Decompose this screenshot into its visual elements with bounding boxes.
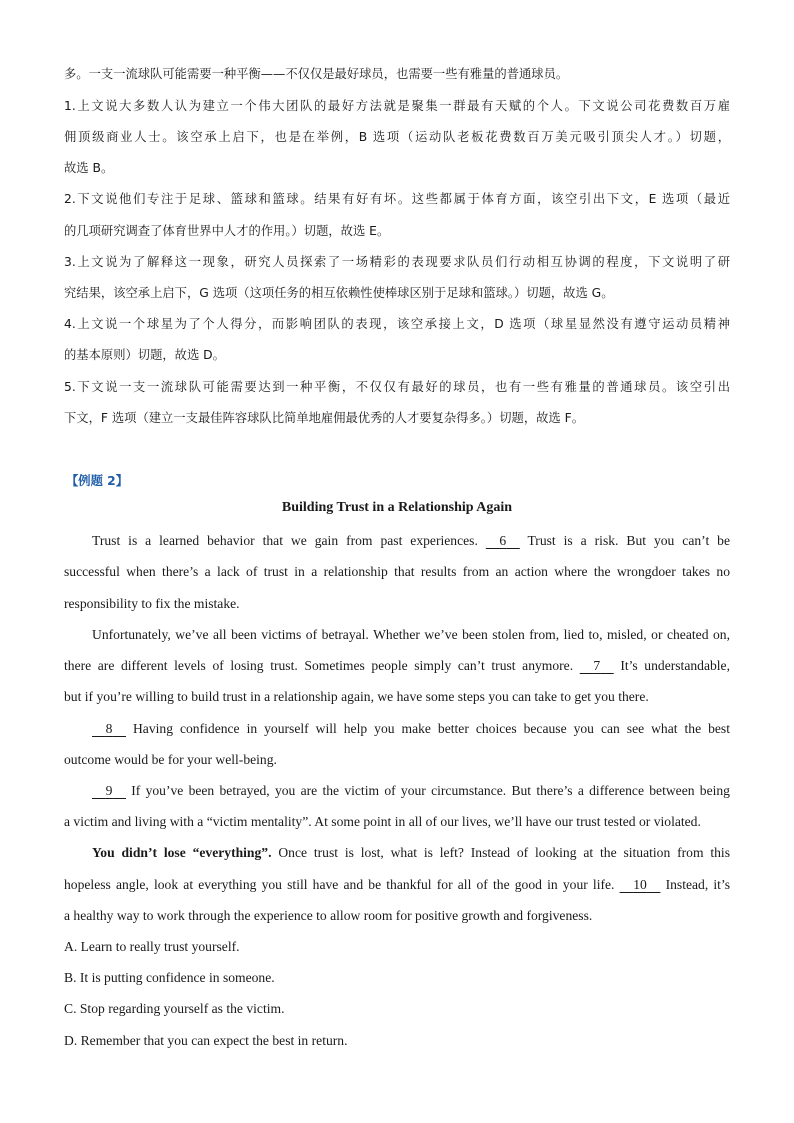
- passage-p1-line-3: responsibility to fix the mistake.: [64, 596, 240, 611]
- passage-p5-line-2: [64, 875, 730, 895]
- p1-text-b: Trust is a risk. But you can’t be: [527, 533, 730, 548]
- passage-p2-line-3: but if you’re willing to build trust in a relationship again, we have some steps you can take to get you there.: [64, 689, 649, 704]
- explanation-item-2-line-1: 2.下文说他们专注于足球、篮球和篮球。结果有好有坏。这些都属于体育方面，该空引出下文，E 选项（最近: [64, 192, 730, 206]
- explanation-item-2-line-2: 的几项研究调查了体育世界中人才的作用。）切题，故选 E。: [64, 224, 390, 238]
- explanation-item-3-line-1: 3.上文说为了解释这一现象，研究人员探索了一场精彩的表现要求队员们行动相互协调的程度，下文说明了研: [64, 255, 730, 269]
- explanation-item-3-line-2: 究结果，该空承上启下，G 选项（这项任务的相互依赖性使棒球区别于足球和篮球。）切题，故选 G。: [64, 286, 614, 300]
- passage-p4-line-1: [92, 781, 730, 801]
- passage-p5-line-1: [92, 843, 730, 863]
- explanation-intro: 多。一支一流球队可能需要一种平衡——不仅仅是最好球员，也需要一些有雅量的普通球员。: [64, 67, 569, 81]
- p2-text-b: It’s understandable,: [620, 658, 730, 673]
- explanation-item-4-line-2: 的基本原则）切题，故选 D。: [64, 348, 225, 362]
- blank-6: [486, 531, 520, 551]
- option-b: B. It is putting confidence in someone.: [64, 970, 275, 985]
- blank-6-number: 6: [499, 533, 507, 548]
- p5-text-b: hopeless angle, look at everything you still have and be thankful for all of the good in your life.: [64, 877, 615, 892]
- explanation-item-1-line-1: 1.上文说大多数人认为建立一个伟大团队的最好方法就是聚集一群最有天赋的个人。下文说公司花费数百万雇: [64, 99, 730, 113]
- p4-text: If you’ve been betrayed, you are the victim of your circumstance. But there’s a difference between being: [131, 783, 730, 798]
- passage-p1-line-2: successful when there’s a lack of trust in a relationship that results from an action where the wrongdoer takes no: [64, 564, 730, 579]
- option-c: C. Stop regarding yourself as the victim.: [64, 1001, 285, 1016]
- passage-p3-line-2: outcome would be for your well-being.: [64, 752, 277, 767]
- p2-text-a: there are different levels of losing trust. Sometimes people simply can’t trust anymore.: [64, 658, 574, 673]
- blank-9: [92, 781, 126, 801]
- p3-text: Having confidence in yourself will help you make better choices because you can see what the best: [132, 721, 730, 736]
- passage-p4-line-2: a victim and living with a “victim mentality”. At some point in all of our lives, we’ll have our trust tested or violated.: [64, 814, 701, 829]
- explanation-item-5-line-1: 5.下文说一支一流球队可能需要达到一种平衡，不仅仅有最好的球员，也有一些有雅量的普通球员。该空引出: [64, 380, 730, 394]
- explanation-item-1-line-2: 佣顶级商业人士。该空承上启下，也是在举例，B 选项（运动队老板花费数百万美元吸引顶尖人才。）切题，: [64, 130, 730, 144]
- blank-8-number: 8: [105, 721, 113, 736]
- passage-p1-line-1: [92, 531, 730, 551]
- passage-p3-line-1: [92, 719, 730, 739]
- p5-text-c: Instead, it’s: [665, 877, 731, 892]
- passage-p5-line-3: a healthy way to work through the experience to allow room for positive growth and forgiveness.: [64, 908, 593, 923]
- blank-10-number: 10: [633, 877, 647, 892]
- blank-10: [620, 875, 661, 895]
- blank-7-number: 7: [593, 658, 601, 673]
- passage-p2-line-1: Unfortunately, we’ve all been victims of betrayal. Whether we’ve been stolen from, lied to, misled, or cheated on,: [92, 627, 730, 642]
- option-a: A. Learn to really trust yourself.: [64, 939, 240, 954]
- example-label: 【例题 2】: [66, 474, 129, 488]
- p5-heading: You didn’t lose “everything”.: [92, 845, 272, 860]
- option-d: D. Remember that you can expect the best in return.: [64, 1033, 348, 1048]
- passage-title: Building Trust in a Relationship Again: [281, 500, 513, 515]
- passage-p2-line-2: [64, 656, 730, 676]
- explanation-item-1-line-3: 故选 B。: [64, 161, 114, 175]
- p1-text-a: Trust is a learned behavior that we gain from past experiences.: [92, 533, 478, 548]
- explanation-item-5-line-2: 下文，F 选项（建立一支最佳阵容球队比简单地雇佣最优秀的人才要复杂得多。）切题，故选 F。: [64, 411, 584, 425]
- blank-8: [92, 719, 126, 739]
- blank-7: [580, 656, 614, 676]
- explanation-item-4-line-1: 4.上文说一个球星为了个人得分，而影响团队的表现，该空承接上文，D 选项（球星显然没有遵守运动员精神: [64, 317, 730, 331]
- blank-9-number: 9: [105, 783, 113, 798]
- p5-text-a: Once trust is lost, what is left? Instead of looking at the situation from this: [278, 845, 730, 860]
